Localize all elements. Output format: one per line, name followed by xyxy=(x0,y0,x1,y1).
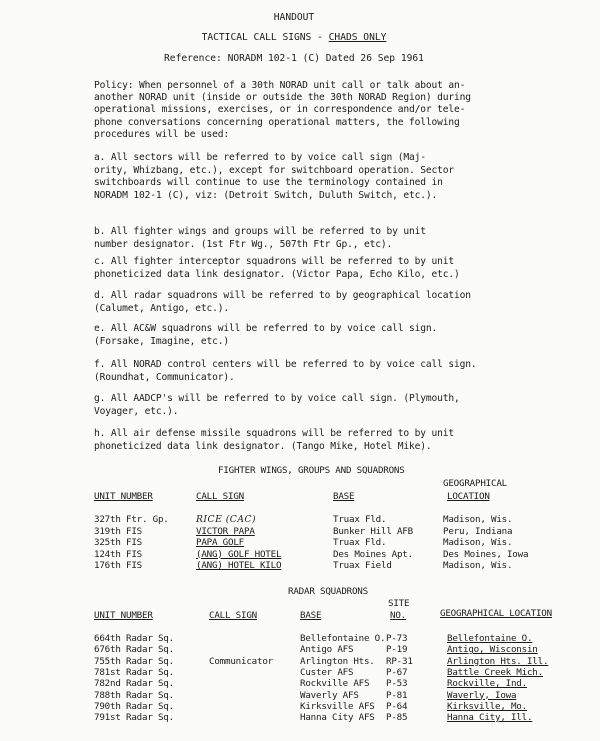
fighter-call-sign: VICTOR PAPA xyxy=(196,525,255,537)
reference-line: Reference: NORADM 102-1 (C) Dated 26 Sep 1961 xyxy=(164,53,424,64)
fighter-base: Truax Fld. xyxy=(333,537,387,548)
radar-call-sign: Communicator xyxy=(209,655,273,667)
radar-base: Bellefontaine O. xyxy=(300,633,386,644)
radar-header-unit: UNIT NUMBER xyxy=(94,610,153,621)
radar-site-number: P-53 xyxy=(386,678,408,690)
radar-unit: 664th Radar Sq. xyxy=(94,633,174,644)
paragraph-line: (Calumet, Antigo, etc.). xyxy=(94,302,230,314)
radar-location: Waverly, Iowa xyxy=(447,689,517,701)
fighter-base: Des Moines Apt. xyxy=(333,548,413,560)
title-emphasis: CHADS ONLY xyxy=(328,32,387,43)
paragraph-line: b. All fighter wings and groups will be referred to by unit xyxy=(94,226,426,237)
radar-base: Arlington Hts. xyxy=(300,655,375,667)
paragraph-line: ority, Whizbang, etc.), except for switchboard operation. Sector xyxy=(94,164,455,176)
fighter-call-sign: (ANG) HOTEL KILO xyxy=(196,560,282,571)
policy-line: Policy: When personnel of a 30th NORAD unit call or talk about an- xyxy=(94,80,466,91)
fighter-header-location-1: GEOGRAPHICAL xyxy=(443,478,507,489)
fighter-base: Bunker Hill AFB xyxy=(333,525,413,537)
fighter-header-location-2: LOCATION xyxy=(447,491,490,502)
fighter-location: Peru, Indiana xyxy=(443,525,513,537)
radar-location: Arlington Hts. Ill. xyxy=(447,655,549,667)
fighter-header-unit: UNIT NUMBER xyxy=(94,491,153,502)
fighter-location: Madison, Wis. xyxy=(443,514,513,525)
paragraph-line: phoneticized data link designator. (Victor Papa, Echo Kilo, etc.) xyxy=(94,268,460,280)
paragraph-line: c. All fighter interceptor squadrons will be referred to by unit xyxy=(94,256,455,267)
radar-header-location: GEOGRAPHICAL LOCATION xyxy=(440,608,552,619)
paragraph-line: d. All radar squadrons will be referred to by geographical location xyxy=(94,290,471,301)
radar-site-number: P-85 xyxy=(386,712,408,724)
policy-line: procedures will be used: xyxy=(94,129,230,140)
paragraph-line: f. All NORAD control centers will be referred to by voice call sign. xyxy=(94,359,477,370)
radar-header-site-1: SITE xyxy=(388,598,410,609)
fighter-base: Truax Fld. xyxy=(333,514,387,525)
radar-location: Rockville, Ind. xyxy=(447,678,527,690)
radar-unit: 782nd Radar Sq. xyxy=(94,678,174,690)
radar-site-number: P-64 xyxy=(386,700,408,712)
radar-unit: 676th Radar Sq. xyxy=(94,644,174,656)
radar-base: Waverly AFS xyxy=(300,689,359,701)
paragraph-line: (Roundhat, Communicator). xyxy=(94,371,235,383)
title-main: TACTICAL CALL SIGNS - xyxy=(201,32,329,43)
fighter-header-call: CALL SIGN xyxy=(196,491,244,502)
fighter-unit: 176th FIS xyxy=(94,560,142,571)
handout-label: HANDOUT xyxy=(273,12,315,23)
paragraph-line: phoneticized data link designator. (Tango Mike, Hotel Mike). xyxy=(94,440,432,452)
fighter-unit: 319th FIS xyxy=(94,525,142,537)
fighter-location: Madison, Wis. xyxy=(443,560,513,571)
radar-site-number: P-81 xyxy=(386,689,408,701)
radar-header-call: CALL SIGN xyxy=(209,610,257,621)
policy-line: operational missions, exercises, or in correspondence and/or tele- xyxy=(94,104,466,115)
radar-site-number: RP-31 xyxy=(386,655,413,667)
radar-site-number: P-19 xyxy=(386,644,408,656)
radar-base: Hanna City AFS xyxy=(300,712,375,724)
radar-location: Battle Creek Mich. xyxy=(447,666,543,678)
fighter-call-sign: RICE (CAC) xyxy=(196,514,257,525)
radar-base: Kirksville AFS xyxy=(300,700,375,712)
fighter-location: Madison, Wis. xyxy=(443,537,513,548)
policy-line: another NORAD unit (inside or outside the 30th NORAD Region) during xyxy=(94,92,471,103)
radar-header-base: BASE xyxy=(300,610,322,621)
paragraph-line: number designator. (1st Ftr Wg., 507th Ftr Gp., etc). xyxy=(94,238,393,250)
fighter-call-sign: (ANG) GOLF HOTEL xyxy=(196,548,282,560)
radar-site-number: P-73 xyxy=(386,633,408,644)
fighter-header-base: BASE xyxy=(333,491,355,502)
radar-unit: 791st Radar Sq. xyxy=(94,712,174,724)
radar-location: Bellefontaine O. xyxy=(447,633,533,644)
radar-table-title: RADAR SQUADRONS xyxy=(288,586,368,597)
paragraph-line: Voyager, etc.). xyxy=(94,405,179,417)
policy-line: phone conversations concerning operational matters, the following xyxy=(94,117,460,128)
document-title xyxy=(0,32,594,44)
radar-unit: 781st Radar Sq. xyxy=(94,666,174,678)
fighter-base: Truax Field xyxy=(333,560,392,571)
fighter-unit: 325th FIS xyxy=(94,537,142,548)
radar-base: Rockville AFS xyxy=(300,678,370,690)
paragraph-line: e. All AC&W squadrons will be referred to by voice call sign. xyxy=(94,323,438,334)
radar-unit: 790th Radar Sq. xyxy=(94,700,174,712)
radar-location: Antigo, Wisconsin xyxy=(447,644,538,656)
radar-site-number: P-67 xyxy=(386,666,408,678)
radar-unit: 755th Radar Sq. xyxy=(94,655,174,667)
paragraph-line: (Forsake, Imagine, etc.) xyxy=(94,335,230,347)
radar-location: Hanna City, Ill. xyxy=(447,712,533,724)
radar-location: Kirksville, Mo. xyxy=(447,700,527,712)
paragraph-line: switchboards will continue to use the terminology contained in xyxy=(94,177,443,188)
fighter-table-title: FIGHTER WINGS, GROUPS AND SQUADRONS xyxy=(218,465,405,476)
fighter-unit: 124th FIS xyxy=(94,548,142,560)
fighter-unit: 327th Ftr. Gp. xyxy=(94,514,169,525)
radar-header-site-2: NO. xyxy=(390,610,406,621)
paragraph-line: h. All air defense missile squadrons will be referred to by unit xyxy=(94,428,455,439)
fighter-call-sign: PAPA GOLF xyxy=(196,537,244,548)
radar-base: Antigo AFS xyxy=(300,644,354,656)
radar-base: Custer AFS xyxy=(300,666,354,678)
paragraph-line: a. All sectors will be referred to by voice call sign (Maj- xyxy=(94,152,426,163)
radar-unit: 788th Radar Sq. xyxy=(94,689,174,701)
fighter-location: Des Moines, Iowa xyxy=(443,548,529,560)
paragraph-line: NORADM 102-1 (C), viz: (Detroit Switch, Duluth Switch, etc.). xyxy=(94,189,438,201)
paragraph-line: g. All AADCP's will be referred to by voice call sign. (Plymouth, xyxy=(94,393,460,404)
